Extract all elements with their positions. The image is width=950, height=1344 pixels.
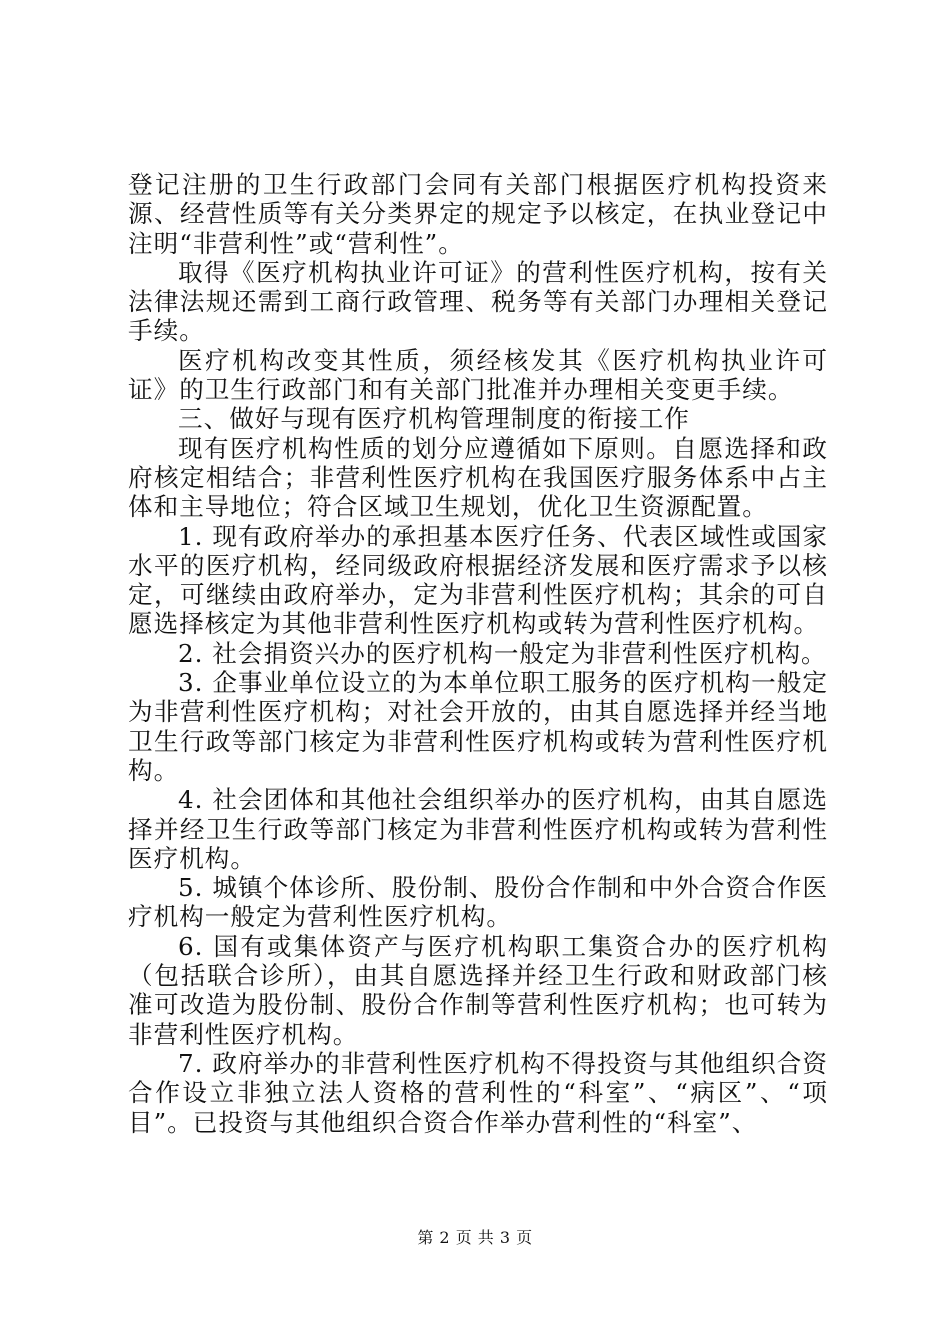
paragraph-principles: 现有医疗机构性质的划分应遵循如下原则。自愿选择和政府核定相结合；非营利性医疗机构在我国医疗服务体系中占主体和主导地位；符合区域卫生规划，优化卫生资源配置。 xyxy=(128,433,828,522)
paragraph-license: 取得《医疗机构执业许可证》的营利性医疗机构，按有关法律法规还需到工商行政管理、税务等有关部门办理相关登记手续。 xyxy=(128,257,828,346)
list-item-7: 7. 政府举办的非营利性医疗机构不得投资与其他组织合资合作设立非独立法人资格的营利性的“科室”、“病区”、“项目”。已投资与其他组织合资合作举办营利性的“科室”、 xyxy=(128,1048,828,1137)
list-item-6: 6. 国有或集体资产与医疗机构职工集资合办的医疗机构（包括联合诊所），由其自愿选择并经卫生行政和财政部门核准可改造为股份制、股份合作制等营利性医疗机构；也可转为非营利性医疗机构。 xyxy=(128,931,828,1049)
page-footer xyxy=(0,1228,950,1248)
list-item-5: 5. 城镇个体诊所、股份制、股份合作制和中外合资合作医疗机构一般定为营利性医疗机构。 xyxy=(128,873,828,932)
page-number-label: 第 2 页 共 3 页 xyxy=(417,1228,533,1247)
section-heading-3: 三、做好与现有医疗机构管理制度的衔接工作 xyxy=(178,404,690,434)
document-body xyxy=(128,170,828,1137)
list-item-4: 4. 社会团体和其他社会组织举办的医疗机构，由其自愿选择并经卫生行政等部门核定为非营利性医疗机构或转为营利性医疗机构。 xyxy=(128,785,828,873)
paragraph-change-nature: 医疗机构改变其性质，须经核发其《医疗机构执业许可证》的卫生行政部门和有关部门批准并办理相关变更手续。 xyxy=(128,345,828,405)
list-item-1: 1. 现有政府举办的承担基本医疗任务、代表区域性或国家水平的医疗机构，经同级政府根据经济发展和医疗需求予以核定，可继续由政府举办，定为非营利性医疗机构；其余的可自愿选择核定为其他非营利性医疗机构或转为营利性医疗机构。 xyxy=(128,521,828,639)
paragraph-registration: 登记注册的卫生行政部门会同有关部门根据医疗机构投资来源、经营性质等有关分类界定的规定予以核定，在执业登记中注明“非营利性”或“营利性”。 xyxy=(128,170,828,258)
list-item-3: 3. 企事业单位设立的为本单位职工服务的医疗机构一般定为非营利性医疗机构；对社会开放的，由其自愿选择并经当地卫生行政等部门核定为非营利性医疗机构或转为营利性医疗机构。 xyxy=(128,668,828,785)
list-item-2: 2. 社会捐资兴办的医疗机构一般定为非营利性医疗机构。 xyxy=(178,638,827,668)
